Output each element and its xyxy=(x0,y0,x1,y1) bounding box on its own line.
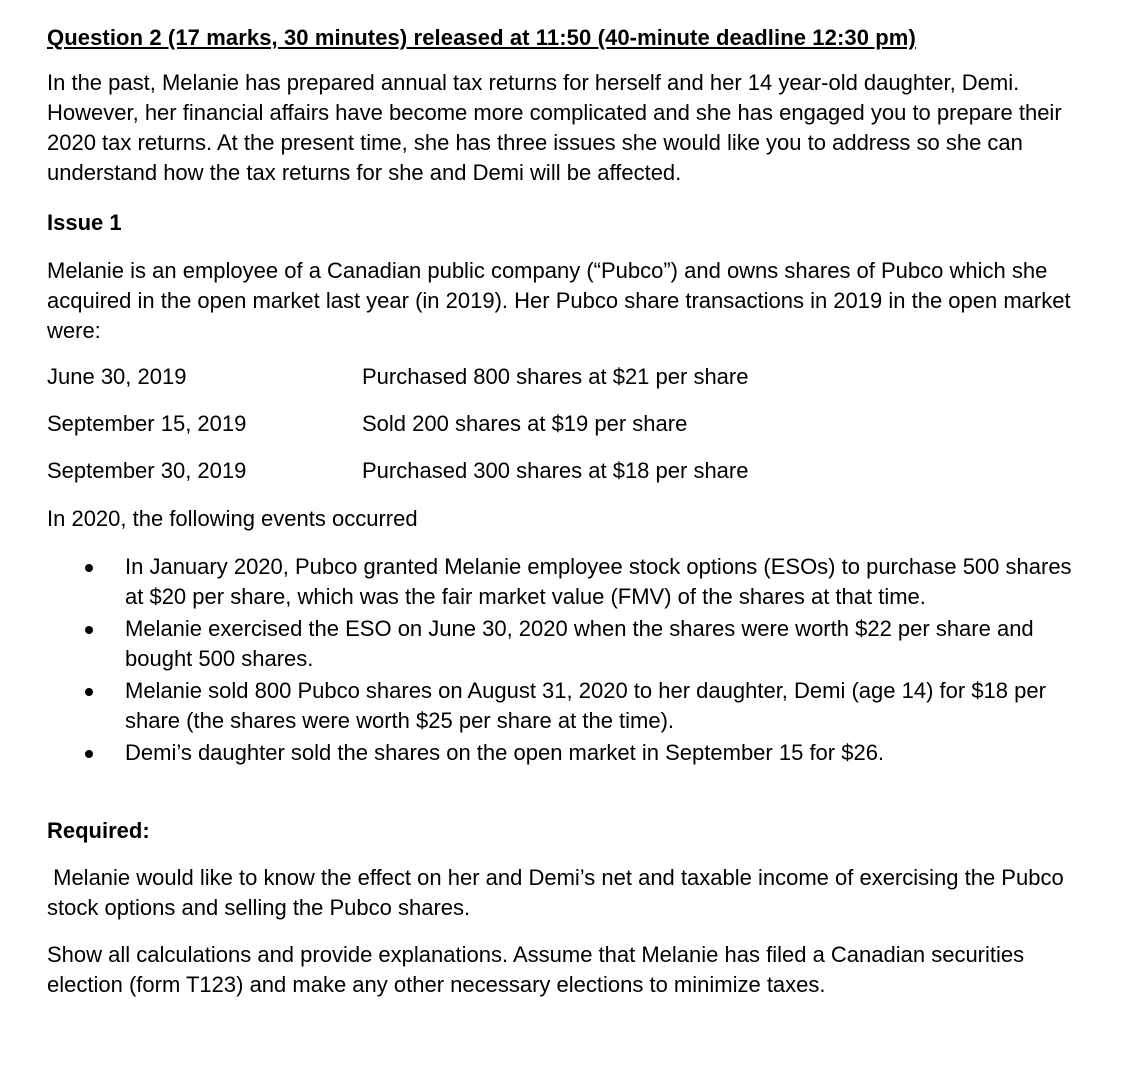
event-text: Demi’s daughter sold the shares on the open market in September 15 for $26. xyxy=(125,740,885,765)
transaction-row xyxy=(47,458,947,488)
bullet-icon xyxy=(85,750,93,758)
required-paragraph: Melanie would like to know the effect on her and Demi’s net and taxable income of exercising the Pubco stock options and selling the Pubco shares. xyxy=(47,865,1070,920)
event-text: Melanie sold 800 Pubco shares on August 31, 2020 to her daughter, Demi (age 14) for $18 per share (the shares were worth $25 per share at the time). xyxy=(125,678,1046,733)
bullet-icon xyxy=(85,626,93,634)
event-text: Melanie exercised the ESO on June 30, 2020 when the shares were worth $22 per share and bought 500 shares. xyxy=(125,616,1034,671)
event-text: In January 2020, Pubco granted Melanie employee stock options (ESOs) to purchase 500 shares at $20 per share, which was the fair market value (FMV) of the shares at that time. xyxy=(125,554,1072,609)
list-item xyxy=(47,676,1087,736)
transaction-row xyxy=(47,364,947,394)
events-list xyxy=(47,552,1087,770)
required-label: Required: xyxy=(47,818,150,843)
issue-label: Issue 1 xyxy=(47,210,122,235)
question-heading: Question 2 (17 marks, 30 minutes) released at 11:50 (40-minute deadline 12:30 pm) xyxy=(47,25,916,50)
transaction-description: Sold 200 shares at $19 per share xyxy=(362,411,688,436)
transaction-date: September 30, 2019 xyxy=(47,458,247,483)
list-item xyxy=(47,552,1087,612)
transaction-date: June 30, 2019 xyxy=(47,364,187,389)
transaction-description: Purchased 300 shares at $18 per share xyxy=(362,458,749,483)
events-intro: In 2020, the following events occurred xyxy=(47,506,418,531)
instructions-paragraph: Show all calculations and provide explanations. Assume that Melanie has filed a Canadian securities election (form T123) and make any other necessary elections to minimize taxes. xyxy=(47,942,1025,997)
bullet-icon xyxy=(85,564,93,572)
list-item xyxy=(47,614,1087,674)
issue-paragraph: Melanie is an employee of a Canadian public company (“Pubco”) and owns shares of Pubco which she acquired in the open market last year (in 2019). Her Pubco share transactions in 2019 in the open market were: xyxy=(47,258,1071,343)
list-item xyxy=(47,738,1087,768)
transaction-date: September 15, 2019 xyxy=(47,411,247,436)
transaction-row xyxy=(47,411,947,441)
bullet-icon xyxy=(85,688,93,696)
transaction-description: Purchased 800 shares at $21 per share xyxy=(362,364,749,389)
intro-paragraph: In the past, Melanie has prepared annual tax returns for herself and her 14 year-old daughter, Demi. However, her financial affairs have become more complicated and she has engaged you to prepare their 2020 tax returns. At the present time, she has three issues she would like you to address so she can understand how the tax returns for she and Demi will be affected. xyxy=(47,70,1062,185)
